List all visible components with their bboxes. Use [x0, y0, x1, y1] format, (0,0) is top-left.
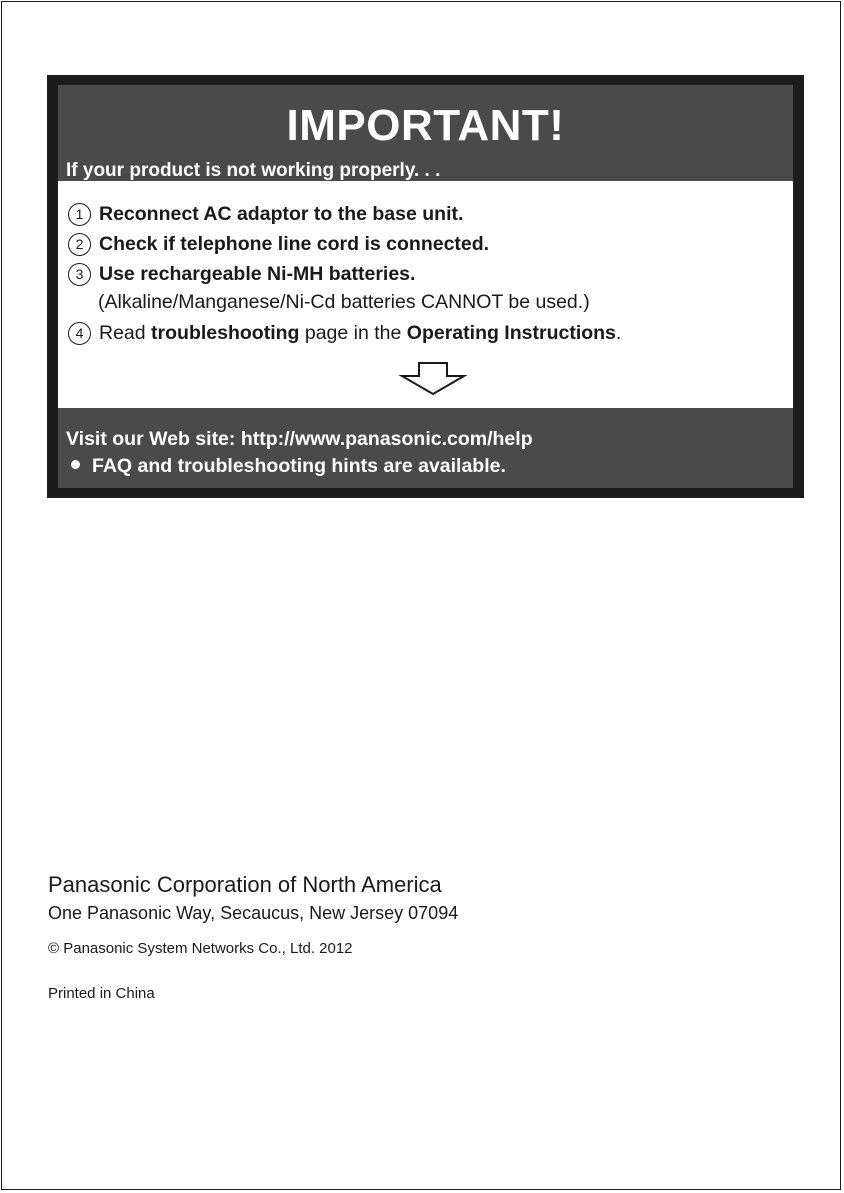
- step-4-troubleshooting: troubleshooting: [151, 322, 300, 344]
- website-line: Visit our Web site: http://www.panasonic.com/help: [66, 428, 533, 450]
- step-number-3: 3: [68, 263, 91, 286]
- step-4: [68, 320, 621, 346]
- notice-footer: [58, 408, 793, 488]
- copyright-notice: © Panasonic System Networks Co., Ltd. 2012: [48, 940, 353, 957]
- notice-subtitle: If your product is not working properly. . .: [66, 160, 441, 181]
- step-2-text: Check if telephone line cord is connected.: [99, 233, 490, 255]
- faq-line: [66, 454, 506, 478]
- step-4-pre: Read: [99, 322, 152, 344]
- step-number-1: 1: [68, 203, 91, 226]
- step-1: [68, 201, 463, 227]
- step-3-text: Use rechargeable Ni-MH batteries.: [99, 263, 416, 285]
- step-4-mid: page in the: [299, 322, 407, 344]
- step-2: [68, 231, 489, 257]
- step-1-text: Reconnect AC adaptor to the base unit.: [99, 203, 464, 225]
- step-number-2: 2: [68, 233, 91, 256]
- down-arrow-icon: [398, 361, 468, 397]
- company-name: Panasonic Corporation of North America: [48, 872, 442, 897]
- step-3: [68, 261, 415, 287]
- notice-steps: [58, 181, 793, 408]
- important-notice-box: [47, 75, 804, 498]
- faq-text: FAQ and troubleshooting hints are available.: [92, 455, 506, 477]
- notice-title: IMPORTANT!: [286, 101, 565, 150]
- printed-in: Printed in China: [48, 985, 155, 1002]
- company-address: One Panasonic Way, Secaucus, New Jersey 07094: [48, 903, 459, 923]
- bullet-icon: [71, 460, 80, 469]
- step-4-post: .: [615, 322, 622, 344]
- step-number-4: 4: [68, 322, 91, 345]
- battery-note: (Alkaline/Manganese/Ni-Cd batteries CANNOT be used.): [98, 291, 590, 313]
- step-4-operating-instructions: Operating Instructions: [406, 322, 616, 344]
